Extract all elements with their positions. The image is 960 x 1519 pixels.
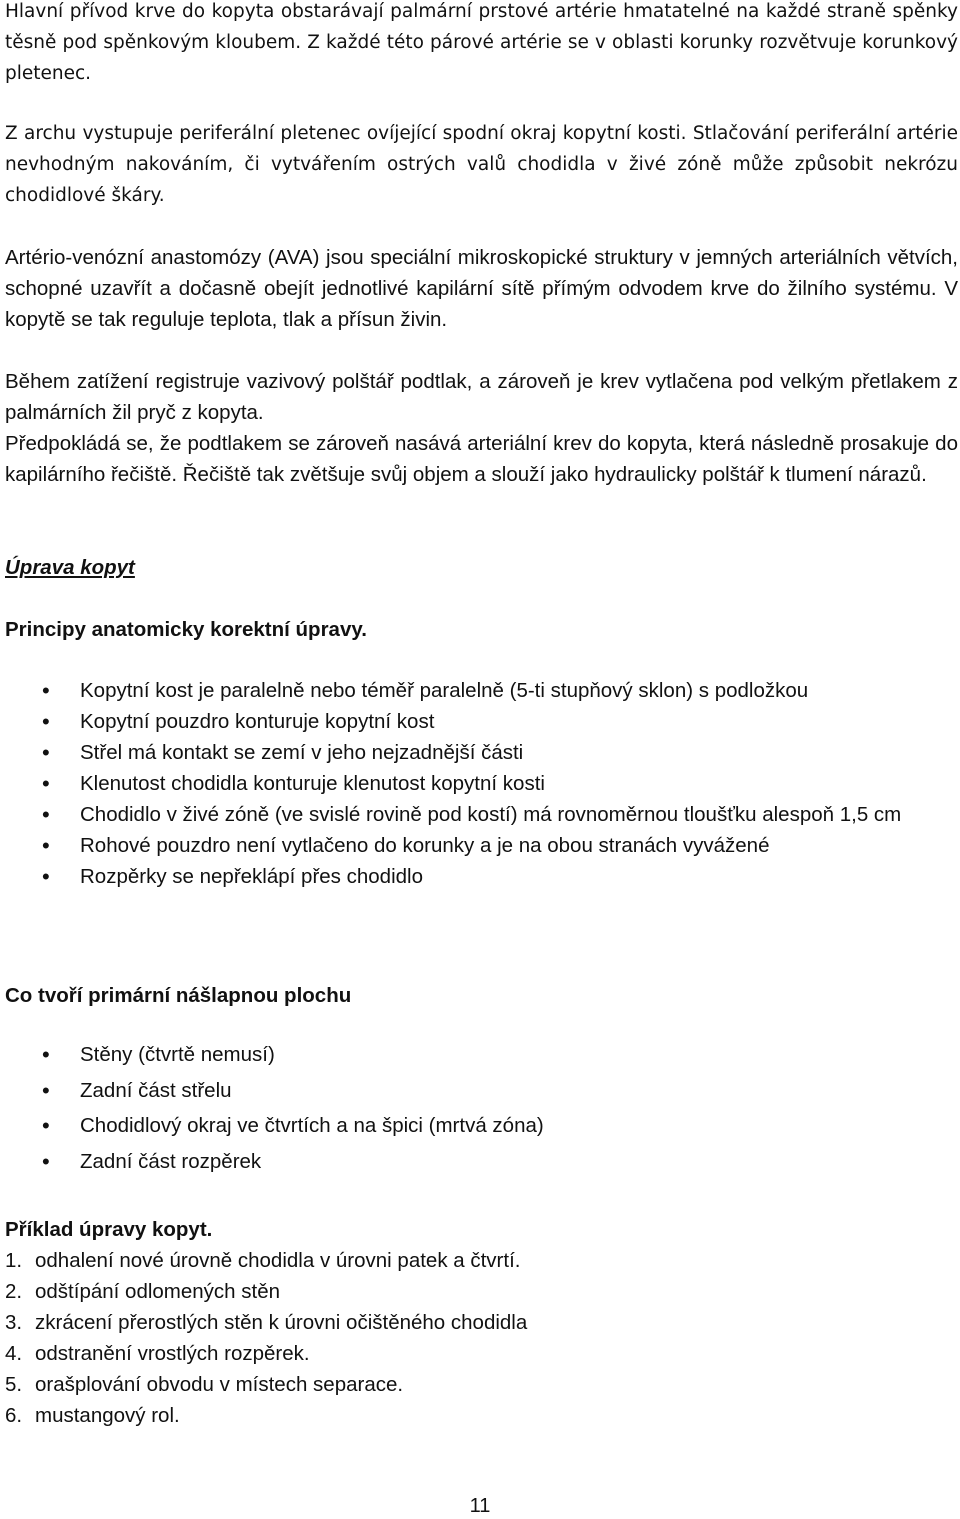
step-number: 1. [5,1249,23,1272]
list-item [5,1276,527,1307]
list-item: • Rohové pouzdro není vytlačeno do korunky a je na obou stranách vyvážené [0,830,955,861]
paragraph-ava: Artério-venózní anastomózy (AVA) jsou speciální mikroskopické struktury v jemných arteriálních větvích, schopné uzavřít a dočasně obejít jednotlivé kapilární sítě přímým odvodem krve do žilního systému. V kopytě se tak reguluje teplota, tlak a přísun živin. [5,246,958,331]
list-item: • Kopytní pouzdro konturuje kopytní kost [0,706,955,737]
list-item: • Střel má kontakt se zemí v jeho nejzadnější části [0,737,955,768]
step-text: odštípání odlomených stěn [35,1280,281,1303]
list-item [5,1369,527,1400]
step-text: odhalení nové úrovně chodidla v úrovni patek a čtvrtí. [35,1249,521,1272]
heading-example: Příklad úpravy kopyt. [5,1218,213,1241]
step-number: 6. [5,1404,23,1427]
surface-list [0,1037,955,1179]
list-item: • Chodidlo v živé zóně (ve svislé rovině pod kostí) má rovnoměrnou tloušťku alespoň 1,5 cm [0,799,955,830]
list-item: • Stěny (čtvrtě nemusí) [0,1037,955,1073]
heading-primary-surface: Co tvoří primární nášlapnou plochu [5,984,352,1007]
paragraph-hydraulic: Předpokládá se, že podtlakem se zároveň nasává arteriální krev do kopyta, která následně prosakuje do kapilárního řečiště. Řečiště tak zvětšuje svůj objem a slouží jako hydraulicky polštář k tlumení nárazů. [5,432,958,486]
list-item [5,1400,527,1431]
list-item: • Klenutost chodidla konturuje klenutost kopytní kosti [0,768,955,799]
step-text: mustangový rol. [35,1404,180,1427]
list-item [5,1338,527,1369]
page-number: 11 [469,1495,491,1517]
list-item: • Rozpěrky se nepřeklápí přes chodidlo [0,861,955,892]
paragraph-peripheral-plexus: Z archu vystupuje periferální pletenec ovíjející spodní okraj kopytní kosti. Stlačování periferální artérie nevhodným nakováním, či vytvářením ostrých valů chodidla v živé zóně může způsobit nekrózu chodidlové škáry. [5,123,958,206]
list-item [5,1307,527,1338]
step-number: 2. [5,1280,23,1303]
paragraph-load: Během zatížení registruje vazivový polštář podtlak, a zároveň je krev vytlačena pod velkým přetlakem z palmárních žil pryč z kopyta. [5,370,958,424]
step-number: 5. [5,1373,23,1396]
heading-uprava-kopyt: Úprava kopyt [5,556,135,579]
step-number: 3. [5,1311,23,1334]
list-item [5,1245,527,1276]
list-item: • Kopytní kost je paralelně nebo téměř paralelně (5-ti stupňový sklon) s podložkou [0,675,955,706]
list-item: • Zadní část rozpěrek [0,1144,955,1180]
step-number: 4. [5,1342,23,1365]
principles-list [0,675,955,892]
step-text: odstranění vrostlých rozpěrek. [35,1342,310,1365]
step-text: orašplování obvodu v místech separace. [35,1373,404,1396]
heading-principles: Principy anatomicky korektní úpravy. [5,618,367,641]
paragraph-blood-supply: Hlavní přívod krve do kopyta obstarávají palmární prstové artérie hmatatelné na každé straně spěnky těsně pod spěnkovým kloubem. Z každé této párové artérie se v oblasti korunky rozvětvuje korunkový pletenec. [5,1,958,84]
step-text: zkrácení přerostlých stěn k úrovni očištěného chodidla [35,1311,528,1334]
list-item: • Zadní část střelu [0,1073,955,1109]
steps-list [5,1245,527,1431]
list-item: • Chodidlový okraj ve čtvrtích a na špici (mrtvá zóna) [0,1108,955,1144]
